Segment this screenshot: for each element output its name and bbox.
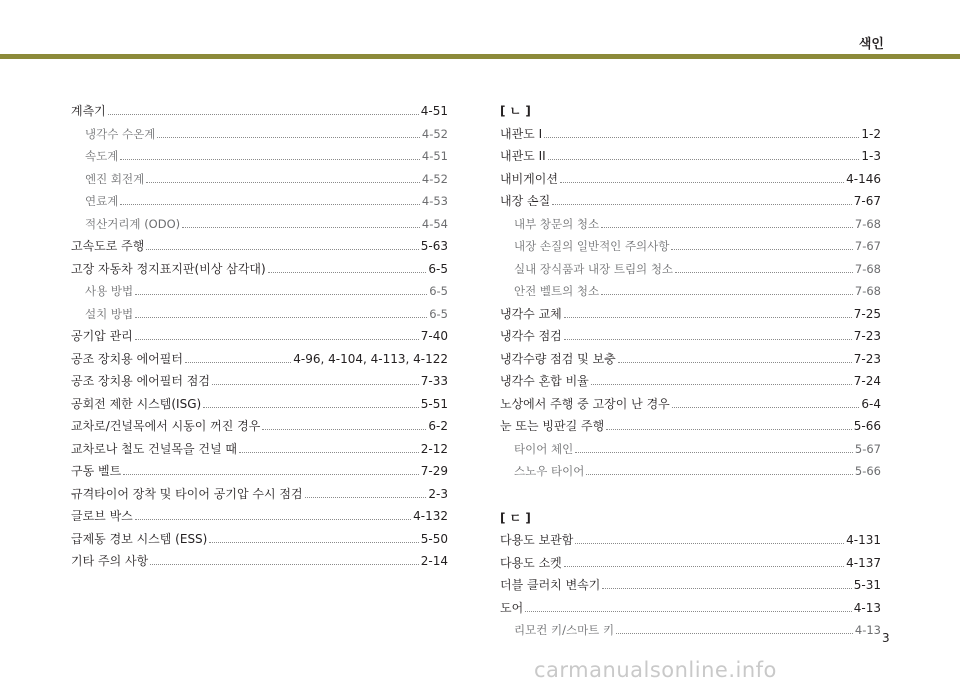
index-entry: [500, 348, 881, 371]
index-term: 고속도로 주행: [71, 239, 145, 253]
dot-leader: [606, 428, 852, 430]
index-page-ref: 4-52: [421, 171, 448, 186]
index-page-ref: 5-67: [854, 441, 881, 456]
index-page-ref: 5-63: [420, 239, 448, 253]
dot-leader: [552, 203, 852, 205]
index-column-left: [71, 100, 448, 573]
index-entry: [71, 438, 448, 461]
index-page-ref: 6-2: [428, 419, 448, 433]
index-term: 내부 창문의 청소: [514, 216, 600, 231]
dot-leader: [123, 473, 419, 475]
index-term: 내관도 II: [500, 149, 546, 163]
index-term: 사용 방법: [85, 284, 134, 298]
index-subentry: [71, 145, 448, 168]
dot-leader: [544, 136, 859, 138]
index-page-ref: 2-14: [420, 554, 448, 568]
index-page-ref: 4-52: [421, 126, 448, 141]
dot-leader: [602, 587, 851, 589]
index-subentry: [71, 168, 448, 191]
dot-leader: [616, 632, 853, 634]
dot-leader: [146, 181, 420, 183]
index-entry: [71, 235, 448, 258]
dot-leader: [150, 563, 419, 565]
index-term: 연료계: [85, 194, 119, 208]
dot-leader: [675, 271, 853, 273]
index-subentry: [500, 258, 881, 281]
index-page-ref: 4-53: [421, 194, 448, 208]
index-term: 구동 벨트: [71, 464, 122, 478]
index-entry: [500, 552, 881, 575]
index-entry: [500, 123, 881, 146]
index-term: 글로브 박스: [71, 509, 133, 523]
index-entry: [71, 505, 448, 528]
index-term: 엔진 회전계: [85, 171, 145, 186]
index-page-ref: 7-68: [854, 216, 881, 231]
dot-leader: [671, 248, 853, 250]
index-entry: [500, 303, 881, 326]
index-entry: [500, 597, 881, 620]
index-term: 내장 손질: [500, 194, 551, 208]
dot-leader: [157, 136, 420, 138]
index-entry: [500, 393, 881, 416]
dot-leader: [120, 158, 420, 160]
dot-leader: [601, 293, 853, 295]
index-page-ref: 7-68: [854, 261, 881, 276]
dot-leader: [146, 248, 418, 250]
dot-leader: [548, 158, 860, 160]
dot-leader: [618, 361, 852, 363]
index-entry: [500, 325, 881, 348]
dot-leader: [601, 226, 853, 228]
dot-leader: [135, 518, 411, 520]
section-heading: [ ㄷ ]: [500, 510, 531, 525]
index-term: 내장 손질의 일반적인 주의사항: [514, 239, 670, 253]
index-page-ref: 6-5: [429, 306, 448, 321]
index-page-ref: 7-23: [853, 329, 881, 343]
index-entry: [71, 258, 448, 281]
index-subentry: [500, 460, 881, 483]
header-rule: [0, 54, 960, 59]
index-term: 다용도 소켓: [500, 555, 562, 570]
index-page-ref: 1-2: [861, 126, 881, 141]
index-page-ref: 7-25: [853, 306, 881, 321]
index-term: 속도계: [85, 149, 119, 163]
index-term: 도어: [500, 600, 524, 615]
index-page-ref: 5-66: [854, 464, 881, 478]
index-subentry: [500, 213, 881, 236]
index-term: 안전 벨트의 청소: [514, 284, 600, 298]
index-term: 공조 장치용 에어필터: [71, 351, 183, 366]
index-entry: [500, 370, 881, 393]
index-entry: [71, 370, 448, 393]
index-entry: [500, 574, 881, 597]
index-term: 고장 자동차 정지표지판(비상 삼각대): [71, 261, 266, 276]
index-entry: [71, 325, 448, 348]
index-page-ref: 6-5: [429, 284, 448, 298]
index-page-ref: 4-132: [413, 509, 448, 523]
index-subentry: [71, 123, 448, 146]
index-term: 규격타이어 장착 및 타이어 공기압 수시 점검: [71, 486, 303, 501]
index-column-right: [500, 100, 881, 642]
index-term: 공회전 제한 시스템(ISG): [71, 396, 202, 411]
section-heading: [ ㄴ ]: [500, 104, 531, 118]
dot-leader: [575, 542, 844, 544]
index-entry: [71, 550, 448, 573]
dot-leader: [135, 316, 427, 318]
index-entry: [71, 460, 448, 483]
top-banner: [0, 0, 960, 54]
index-subentry: [71, 303, 448, 326]
index-subentry: [71, 190, 448, 213]
dot-leader: [203, 406, 419, 408]
index-term: 계측기: [71, 104, 106, 118]
index-term: 냉각수량 점검 및 보충: [500, 351, 616, 366]
section-spacer: [500, 483, 881, 507]
index-subentry: [71, 213, 448, 236]
index-page-ref: 4-51: [420, 104, 448, 118]
index-term: 기타 주의 사항: [71, 554, 149, 568]
index-term: 눈 또는 빙판길 주행: [500, 419, 605, 433]
index-page-ref: 6-4: [861, 396, 881, 411]
index-term: 다용도 보관함: [500, 533, 574, 547]
index-term: 교차로나 철도 건널목을 건널 때: [71, 441, 237, 456]
dot-leader: [525, 610, 852, 612]
index-term: 냉각수 수온계: [85, 126, 156, 141]
dot-leader: [108, 113, 419, 115]
index-term: 공기압 관리: [71, 329, 133, 343]
index-page-ref: 4-13: [853, 600, 881, 615]
index-page-ref: 5-31: [853, 578, 881, 592]
index-page-ref: 4-146: [846, 171, 881, 186]
index-entry: [71, 100, 448, 123]
index-page-ref: 4-13: [854, 623, 881, 637]
watermark-text: carmanualsonline.info: [534, 658, 777, 682]
dot-leader: [239, 451, 419, 453]
index-page-ref: 4-54: [421, 216, 448, 231]
index-term: 냉각수 점검: [500, 329, 562, 343]
index-term: 급제동 경보 시스템 (ESS): [71, 531, 208, 546]
dot-leader: [268, 271, 427, 273]
index-subentry: [500, 280, 881, 303]
index-term: 스노우 타이어: [514, 464, 585, 478]
index-subentry: [500, 619, 881, 642]
index-term: 더블 클러치 변속기: [500, 578, 601, 592]
dot-leader: [564, 565, 844, 567]
index-page-ref: 7-23: [853, 351, 881, 366]
dot-leader: [591, 383, 852, 385]
index-term: 내비게이션: [500, 171, 558, 186]
index-page-ref: 7-40: [420, 329, 448, 343]
dot-leader: [305, 496, 427, 498]
dot-leader: [182, 226, 420, 228]
index-term: 내관도 I: [500, 126, 543, 141]
index-subentry: [500, 235, 881, 258]
index-page-ref: 4-137: [846, 555, 881, 570]
index-term: 노상에서 주행 중 고장이 난 경우: [500, 396, 670, 411]
index-page-ref: 5-51: [420, 396, 448, 411]
dot-leader: [560, 181, 844, 183]
index-entry: [71, 393, 448, 416]
dot-leader: [575, 451, 853, 453]
dot-leader: [564, 338, 852, 340]
index-page-ref: 4-96, 4-104, 4-113, 4-122: [293, 351, 448, 366]
index-entry: [500, 145, 881, 168]
page-number: 3: [882, 631, 890, 645]
index-entry: [500, 190, 881, 213]
index-page-ref: 7-68: [854, 284, 881, 298]
index-page-ref: 2-3: [428, 486, 448, 501]
index-page-ref: 7-29: [420, 464, 448, 478]
index-term: 리모컨 키/스마트 키: [514, 623, 615, 637]
index-page-ref: 7-33: [420, 374, 448, 388]
index-entry: [71, 415, 448, 438]
index-page-ref: 7-24: [853, 374, 881, 388]
dot-leader: [135, 338, 419, 340]
index-term: 공조 장치용 에어필터 점검: [71, 374, 210, 388]
index-page-ref: 5-50: [420, 531, 448, 546]
index-page-ref: 1-3: [861, 149, 881, 163]
index-page-ref: 4-51: [421, 149, 448, 163]
index-entry: [500, 415, 881, 438]
index-subentry: [71, 280, 448, 303]
index-page-ref: 2-12: [420, 441, 448, 456]
index-term: 교차로/건널목에서 시동이 꺼진 경우: [71, 419, 261, 433]
index-entry: [71, 528, 448, 551]
index-term: 냉각수 혼합 비율: [500, 374, 589, 388]
index-page-ref: 4-131: [846, 533, 881, 547]
dot-leader: [209, 541, 418, 543]
index-entry: [500, 168, 881, 191]
index-page-ref: 6-5: [428, 261, 448, 276]
index-entry: [71, 483, 448, 506]
index-page-ref: 7-67: [853, 194, 881, 208]
dot-leader: [135, 293, 427, 295]
index-term: 냉각수 교체: [500, 306, 562, 321]
dot-leader: [586, 473, 853, 475]
index-page-ref: 5-66: [853, 419, 881, 433]
dot-leader: [120, 203, 420, 205]
index-page-ref: 7-67: [854, 239, 881, 253]
index-entry: [500, 529, 881, 552]
index-term: 적산거리계 (ODO): [85, 216, 181, 231]
index-term: 실내 장식품과 내장 트림의 청소: [514, 261, 674, 276]
dot-leader: [564, 316, 852, 318]
index-subentry: [500, 438, 881, 461]
page-title: 색인: [858, 37, 884, 52]
index-term: 설치 방법: [85, 306, 134, 321]
index-term: 타이어 체인: [514, 441, 574, 456]
dot-leader: [672, 406, 860, 408]
dot-leader: [262, 428, 426, 430]
dot-leader: [185, 361, 291, 363]
dot-leader: [212, 383, 419, 385]
index-entry: [71, 348, 448, 371]
